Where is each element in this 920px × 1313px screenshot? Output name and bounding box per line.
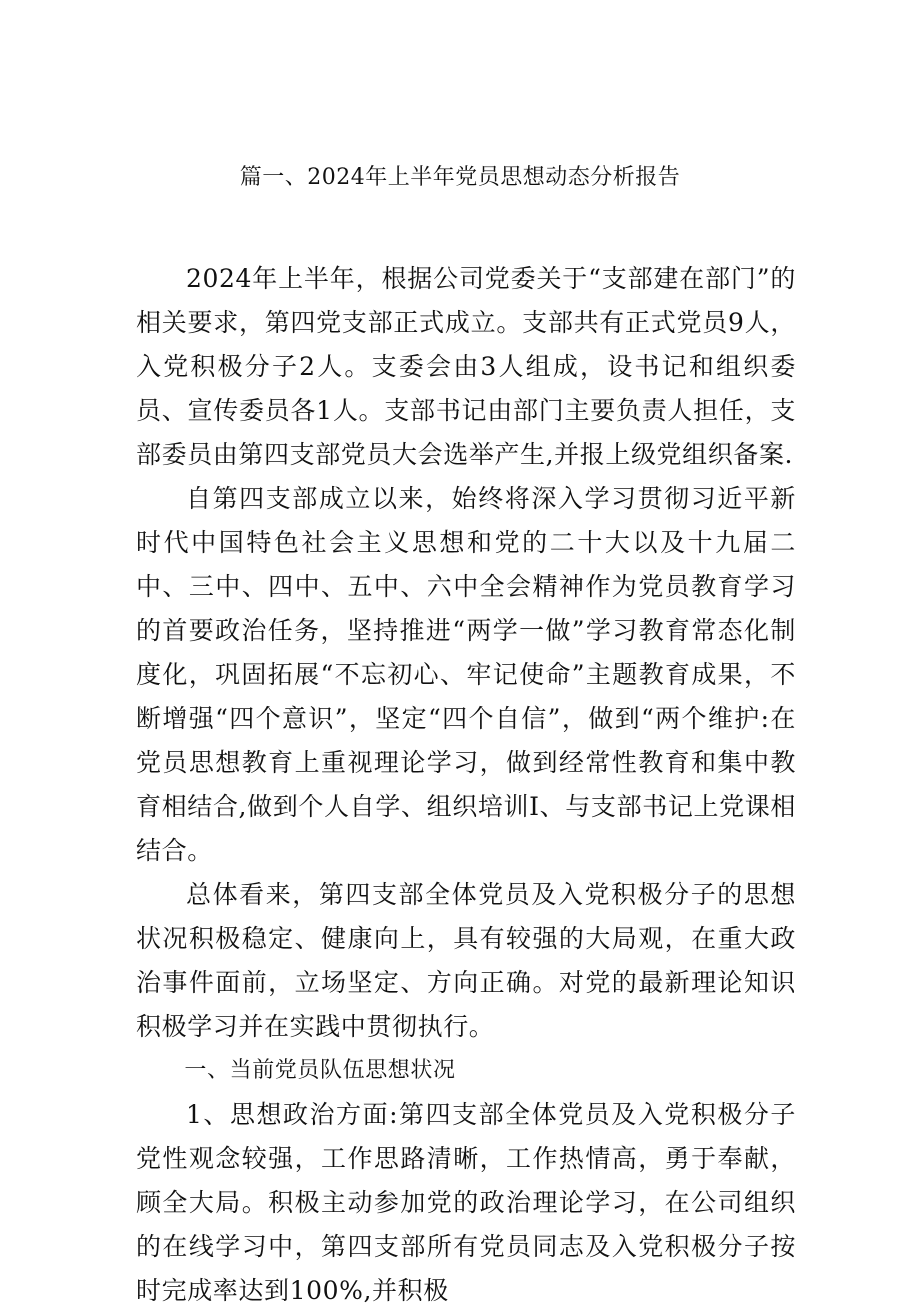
- paragraph-ideological-politics: 1、思想政治方面:第四支部全体党员及入党积极分子党性观念较强，工作思路清晰，工作热情高，勇于奉献，顾全大局。积极主动参加党的政治理论学习，在公司组织的在线学习中，第四支部所有党员同志及入党积极分子按时完成率达到100%,并积极: [136, 1100, 796, 1305]
- paragraph-overall-assessment: 总体看来，第四支部全体党员及入党积极分子的思想状况积极稳定、健康向上，具有较强的大局观，在重大政治事件面前，立场坚定、方向正确。对党的最新理论知识积极学习并在实践中贯彻执行。: [136, 880, 796, 1041]
- section-heading: 一、当前党员队伍思想状况: [184, 1058, 456, 1083]
- paragraph-branch-founding: 2024年上半年，根据公司党委关于“支部建在部门”的相关要求，第四党支部正式成立。支部共有正式党员9人，入党积极分子2人。支委会由3人组成，设书记和组织委员、宣传委员各1人。支部书记由部门主要负责人担任，支部委员由第四支部党员大会选举产生,并报上级党组织备案.: [136, 264, 796, 469]
- document-title: 篇一、2024年上半年党员思想动态分析报告: [239, 165, 681, 190]
- paragraph-study-work: 自第四支部成立以来，始终将深入学习贯彻习近平新时代中国特色社会主义思想和党的二十大以及十九届二中、三中、四中、五中、六中全会精神作为党员教育学习的首要政治任务，坚持推进“两学一做”学习教育常态化制度化，巩固拓展“不忘初心、牢记使命”主题教育成果，不断增强“四个意识”，坚定“四个自信”，做到“两个维护:在党员思想教育上重视理论学习，做到经常性教育和集中教育相结合,做到个人自学、组织培训I、与支部书记上党课相结合。: [136, 484, 796, 865]
- document-body: [136, 257, 796, 1313]
